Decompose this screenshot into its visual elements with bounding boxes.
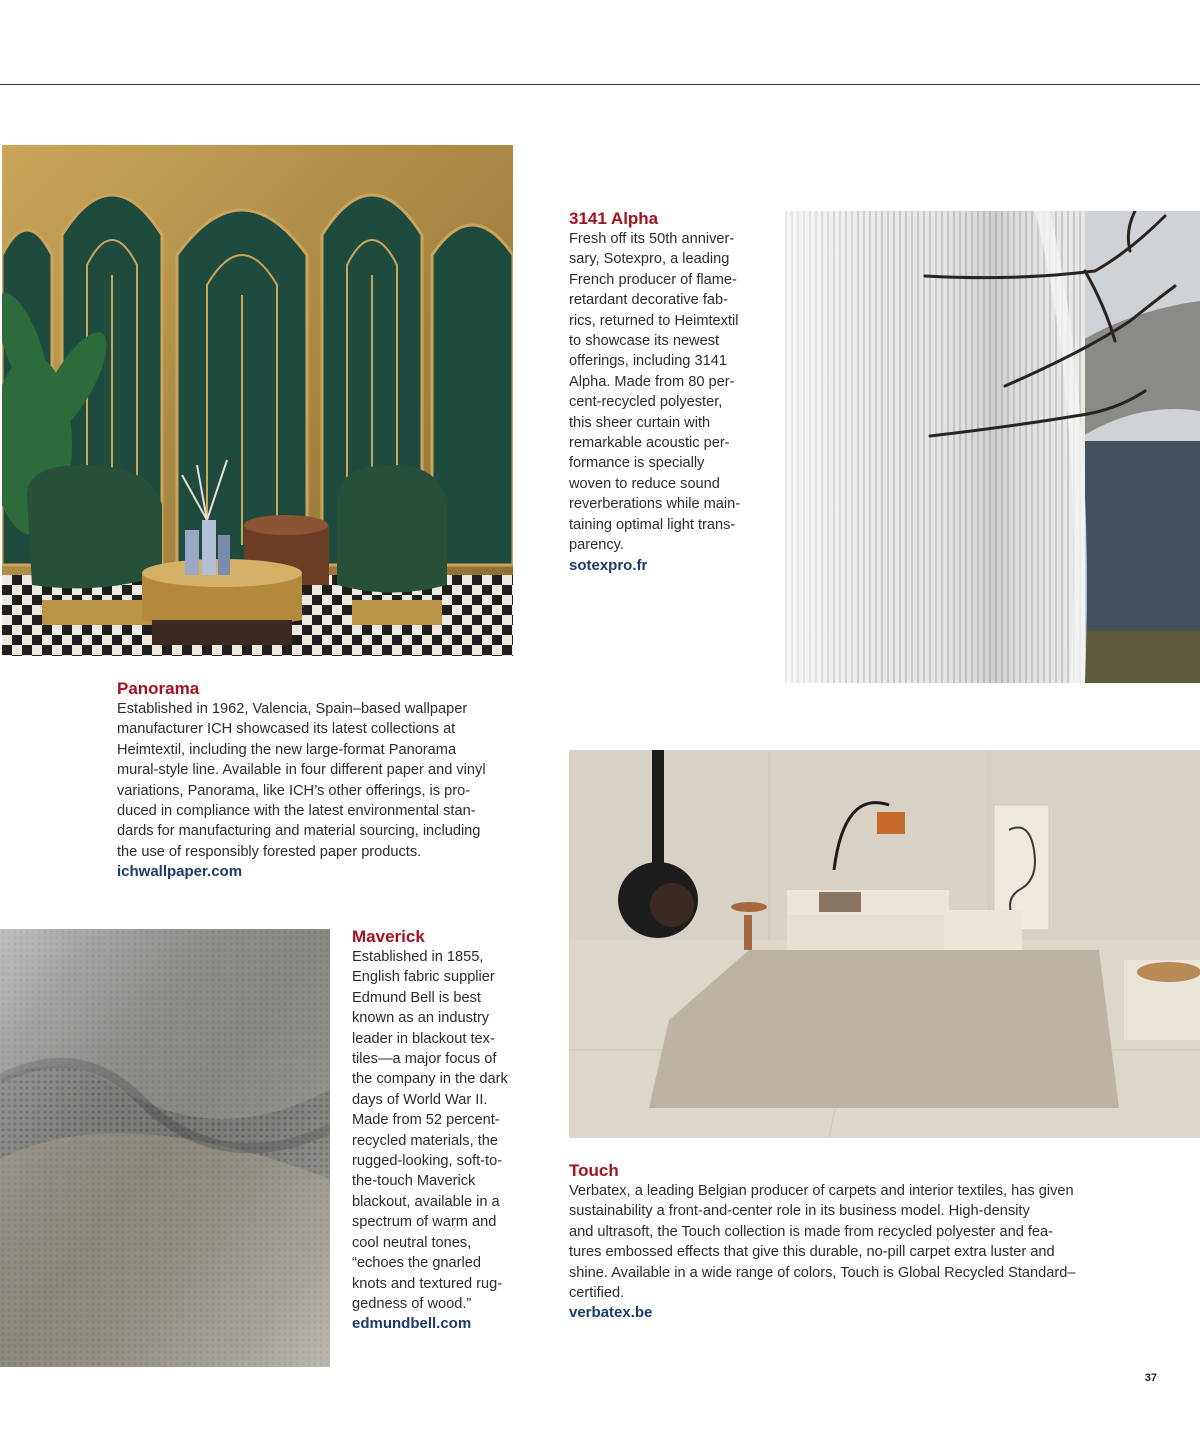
article-body: Fresh off its 50th anniver- sary, Sotexpro, a leading French producer of flame- retardant decorative fab- rics, returned to Heimtextil to showcase its newest offerings, including 3141 Alpha. Made from 80 per- cent-recycled polyester, this sheer curtain with remarkable acoustic per- formance is specially woven to reduce sound reverberations while main- taining optimal light trans- parency. [569, 231, 741, 554]
article-title: Touch [569, 1161, 619, 1180]
article-title: Panorama [117, 679, 200, 698]
article-panorama [117, 678, 537, 881]
article-body: Established in 1962, Valencia, Spain–based wallpaper manufacturer ICH showcased its latest collections at Heimtextil, including the new large-format Panorama mural-style line. Available in four different paper and vinyl variations, Panorama, like ICH’s other offerings, is pro- duced in compliance with the latest environmental stan- dards for manufacturing and material sourcing, including the use of responsibly forested paper products. [117, 701, 486, 860]
article-touch [569, 1160, 1169, 1322]
article-link[interactable]: edmundbell.com [352, 1315, 472, 1333]
article-3141-alpha [569, 208, 769, 575]
article-title: 3141 Alpha [569, 209, 659, 228]
alpha-photo [785, 211, 1200, 683]
maverick-photo [0, 929, 330, 1367]
article-link[interactable]: ichwallpaper.com [117, 863, 243, 881]
panorama-photo [2, 145, 513, 656]
page-number: 37 [1144, 1372, 1157, 1384]
article-body: Established in 1855, English fabric supplier Edmund Bell is best known as an industry leader in blackout tex- tiles—a major focus of the company in the dark days of World War II. Made from 52 percent- recycled materials, the rugged-looking, soft-to- the-touch Maverick blackout, available in a spectrum of warm and cool neutral tones, “echoes the gnarled knots and textured rug- gedness of wood.” [352, 949, 508, 1312]
article-link[interactable]: sotexpro.fr [569, 556, 648, 574]
touch-photo [569, 750, 1200, 1138]
article-maverick [352, 926, 552, 1333]
article-link[interactable]: verbatex.be [569, 1304, 653, 1322]
header-rule [0, 84, 1200, 85]
article-body: Verbatex, a leading Belgian producer of carpets and interior textiles, has given sustainability a front-and-center role in its business model. High-density and ultrasoft, the Touch collection is made from recycled polyester and fea- tures embossed effects that give this durable, no-pill carpet extra luster and shine. Available in a wide range of colors, Touch is Global Recycled Standard– certified. [569, 1183, 1076, 1302]
article-title: Maverick [352, 927, 425, 946]
